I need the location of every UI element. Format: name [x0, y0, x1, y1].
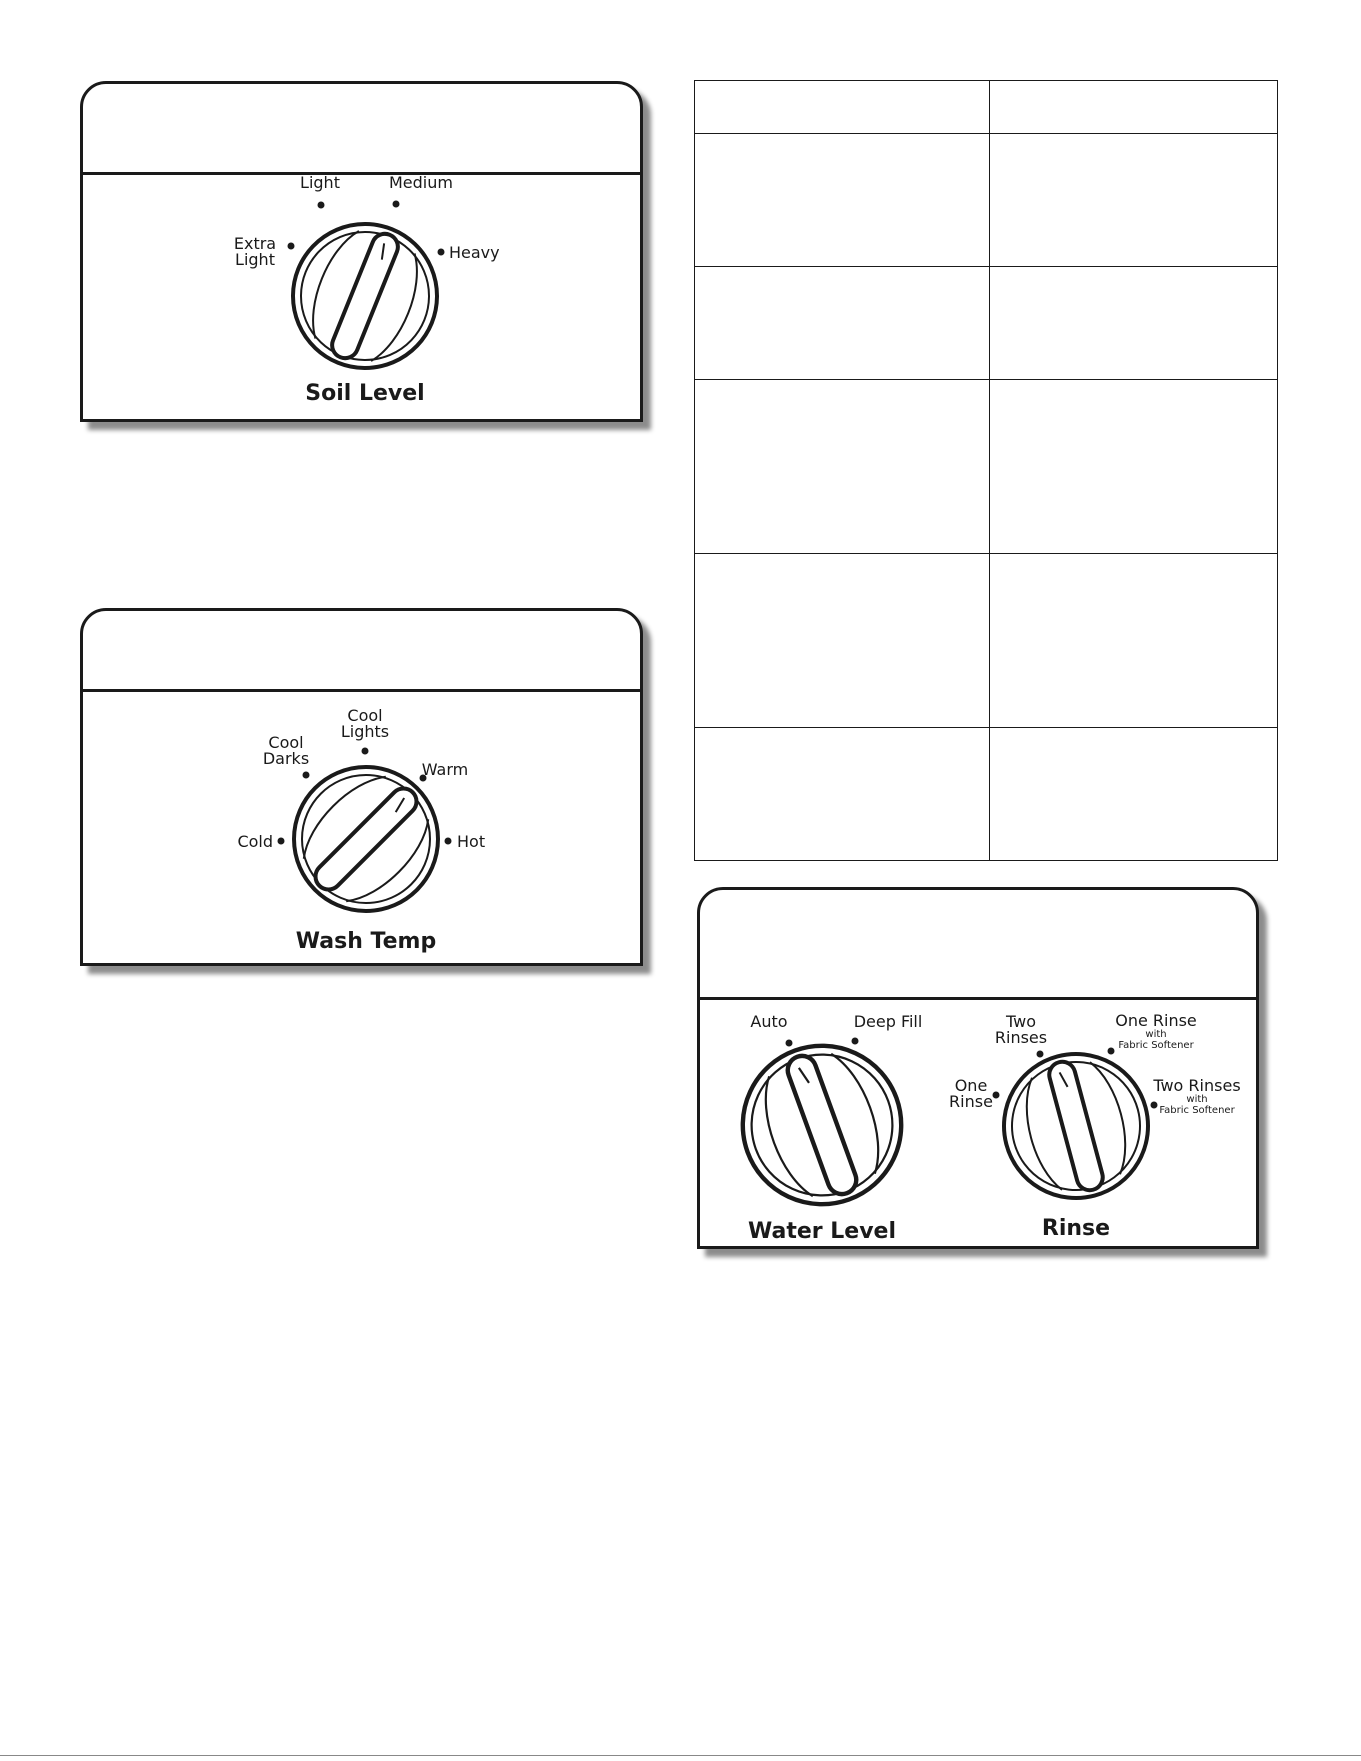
table-row: [695, 380, 1278, 554]
table-header-row: [695, 81, 1278, 134]
setting-medium: Medium: [389, 176, 453, 192]
indicator-dot: [993, 1092, 1000, 1099]
water-level-rinse-dial-graphic: [700, 1001, 1256, 1246]
indicator-dot: [1037, 1051, 1044, 1058]
table-row: [695, 134, 1278, 267]
table-cell: [695, 380, 990, 554]
setting-one-rinse-with-fabric-softener: with: [1145, 1029, 1167, 1040]
panel-divider: [700, 997, 1256, 1000]
setting-two-rinses-with-fabric-softener: Two Rinses: [1153, 1076, 1241, 1095]
table-cell: [695, 134, 990, 267]
indicator-dot: [786, 1040, 793, 1047]
indicator-dot: [278, 838, 285, 845]
soil-level-dial-graphic: [83, 176, 640, 416]
indicator-dot: [318, 202, 325, 209]
table-cell: [990, 380, 1278, 554]
dial-title-wash-temp: Wash Temp: [295, 929, 437, 954]
setting-two-rinses-with-fabric-softener: with: [1186, 1094, 1208, 1105]
page-bottom-rule: [0, 1755, 1361, 1756]
settings-table: [694, 80, 1278, 861]
dial-title-water-level: Water Level: [747, 1219, 897, 1244]
table-row: [695, 728, 1278, 861]
water-level-rinse-panel: [697, 887, 1259, 1249]
table-cell: [695, 554, 990, 728]
panel-divider: [83, 689, 640, 692]
setting-deep-fill: Deep Fill: [853, 1012, 923, 1031]
table-cell: [695, 267, 990, 380]
dial-title-rinse: Rinse: [1041, 1216, 1111, 1241]
indicator-dot: [1151, 1102, 1158, 1109]
setting-extra-light: Extra Light: [233, 234, 277, 269]
indicator-dot: [362, 748, 369, 755]
table-cell: [695, 728, 990, 861]
water-level-knob[interactable]: [720, 1023, 923, 1226]
indicator-dot: [303, 772, 310, 779]
setting-light: Light: [300, 176, 340, 192]
setting-warm: Warm: [421, 760, 469, 779]
setting-two-rinses: Two Rinses: [994, 1012, 1048, 1047]
setting-one-rinse-with-fabric-softener: Fabric Softener: [1118, 1040, 1194, 1051]
table-header-cell: [990, 81, 1278, 134]
indicator-dot: [445, 838, 452, 845]
soil-level-panel: [80, 81, 643, 422]
wash-temp-dial-graphic: [83, 693, 640, 963]
setting-cool-lights: Cool Lights: [340, 706, 390, 741]
panel-divider: [83, 172, 640, 175]
table-cell: [990, 554, 1278, 728]
setting-one-rinse: One Rinse: [949, 1076, 993, 1111]
table-row: [695, 267, 1278, 380]
dial-title-soil-level: Soil Level: [305, 381, 425, 406]
setting-auto: Auto: [750, 1012, 788, 1031]
setting-two-rinses-with-fabric-softener: Fabric Softener: [1159, 1105, 1235, 1116]
indicator-dot: [1108, 1048, 1115, 1055]
setting-hot: Hot: [457, 832, 486, 851]
setting-one-rinse-with-fabric-softener: One Rinse: [1115, 1011, 1197, 1030]
setting-cold: Cold: [237, 832, 273, 851]
table-cell: [990, 267, 1278, 380]
rinse-knob[interactable]: [988, 1038, 1164, 1214]
setting-heavy: Heavy: [449, 243, 500, 262]
indicator-dot: [393, 201, 400, 208]
setting-cool-darks: Cool Darks: [262, 733, 310, 768]
indicator-dot: [288, 243, 295, 250]
wash-temp-panel: [80, 608, 643, 966]
table-header-cell: [695, 81, 990, 134]
table-row: [695, 554, 1278, 728]
table-cell: [990, 728, 1278, 861]
indicator-dot: [852, 1038, 859, 1045]
indicator-dot: [438, 249, 445, 256]
table-cell: [990, 134, 1278, 267]
soil-level-knob[interactable]: [271, 202, 458, 389]
